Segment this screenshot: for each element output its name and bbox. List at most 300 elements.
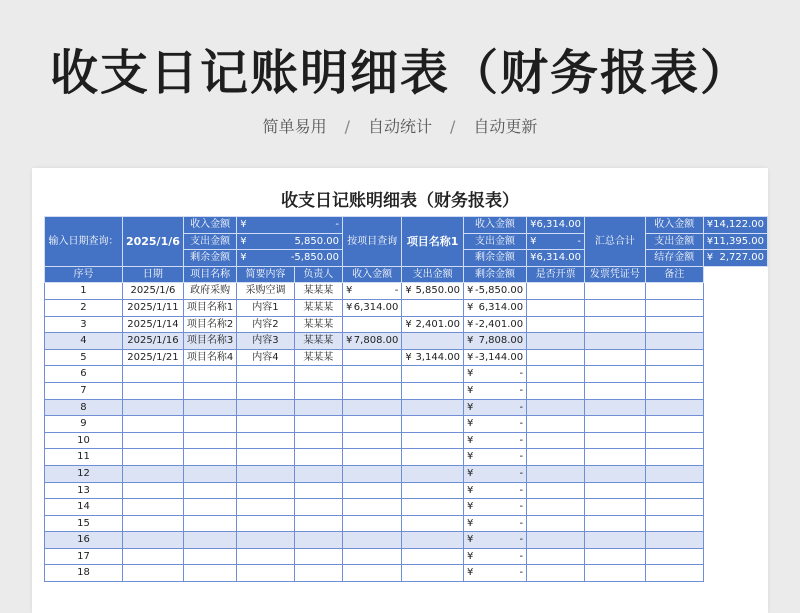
currency-symbol: ¥: [466, 550, 474, 562]
currency-symbol: ¥: [405, 318, 412, 330]
row-item[interactable]: [183, 399, 236, 416]
row-owner[interactable]: [294, 449, 342, 466]
row-expense[interactable]: [402, 333, 464, 350]
row-balance[interactable]: [463, 532, 526, 549]
row-invoiced[interactable]: [527, 299, 585, 316]
row-income[interactable]: [342, 299, 401, 316]
row-owner[interactable]: [294, 366, 342, 383]
currency-symbol: ¥: [405, 351, 412, 363]
currency-symbol: ¥: [466, 517, 474, 529]
table-row: [45, 482, 768, 499]
row-voucher[interactable]: [585, 465, 646, 482]
amount-value: -: [519, 467, 524, 479]
row-note[interactable]: [645, 482, 703, 499]
table-row: [45, 432, 768, 449]
row-voucher[interactable]: [585, 548, 646, 565]
date-stat-value[interactable]: [237, 217, 343, 234]
row-invoiced[interactable]: [527, 366, 585, 383]
row-income[interactable]: [342, 316, 401, 333]
row-date[interactable]: [122, 366, 183, 383]
row-item[interactable]: [183, 565, 236, 582]
row-note[interactable]: [645, 366, 703, 383]
currency-symbol: ¥: [466, 451, 474, 463]
row-income[interactable]: [342, 416, 401, 433]
currency-symbol: ¥: [405, 285, 412, 297]
row-balance[interactable]: [463, 382, 526, 399]
row-content[interactable]: [237, 449, 294, 466]
row-content[interactable]: 内容1: [237, 299, 294, 316]
amount-value: 6,314.00: [536, 219, 582, 230]
row-note[interactable]: [645, 316, 703, 333]
amount-value: 7,808.00: [353, 335, 399, 347]
row-balance[interactable]: [463, 482, 526, 499]
row-invoiced[interactable]: [527, 349, 585, 366]
row-invoiced[interactable]: [527, 482, 585, 499]
row-voucher[interactable]: [585, 565, 646, 582]
row-content[interactable]: [237, 515, 294, 532]
row-invoiced[interactable]: [527, 333, 585, 350]
currency-symbol: ¥: [466, 401, 474, 413]
currency-symbol: ¥: [466, 418, 474, 430]
row-note[interactable]: [645, 382, 703, 399]
row-item[interactable]: [183, 432, 236, 449]
table-row: [45, 465, 768, 482]
table-row: [45, 299, 768, 316]
date-stat-label: 剩余金额: [183, 250, 236, 267]
item-query-label: 按项目查询: [342, 217, 401, 267]
currency-symbol: ¥: [466, 567, 474, 579]
currency-symbol: ¥: [240, 219, 247, 230]
row-date[interactable]: [122, 416, 183, 433]
currency-symbol: ¥: [466, 384, 474, 396]
row-expense[interactable]: [402, 316, 464, 333]
amount-value: -: [519, 434, 524, 446]
currency-symbol: ¥: [345, 301, 353, 313]
row-invoiced[interactable]: [527, 548, 585, 565]
currency-symbol: ¥: [466, 501, 474, 513]
row-content[interactable]: [237, 366, 294, 383]
row-content[interactable]: 内容3: [237, 333, 294, 350]
item-stat-label: 支出金额: [463, 233, 526, 250]
currency-symbol: ¥: [466, 484, 474, 496]
row-content[interactable]: [237, 432, 294, 449]
row-note[interactable]: [645, 416, 703, 433]
total-stat-value[interactable]: [703, 217, 767, 234]
amount-value: 6,314.00: [353, 301, 399, 313]
row-expense[interactable]: [402, 465, 464, 482]
row-balance[interactable]: [463, 299, 526, 316]
row-content[interactable]: [237, 548, 294, 565]
currency-symbol: ¥: [706, 235, 714, 247]
amount-value: 5,850.00: [415, 285, 460, 297]
row-item[interactable]: 项目名称3: [183, 333, 236, 350]
currency-symbol: ¥: [240, 235, 247, 247]
row-item[interactable]: [183, 482, 236, 499]
row-invoiced[interactable]: [527, 283, 585, 300]
currency-symbol: ¥: [466, 534, 474, 546]
row-number: 7: [45, 382, 123, 399]
row-voucher[interactable]: [585, 449, 646, 466]
amount-value: -: [519, 418, 524, 430]
row-expense[interactable]: [402, 532, 464, 549]
row-note[interactable]: [645, 333, 703, 350]
table-row: [45, 515, 768, 532]
row-owner[interactable]: [294, 432, 342, 449]
row-number: 12: [45, 465, 123, 482]
amount-value: -: [519, 550, 524, 562]
row-content[interactable]: [237, 382, 294, 399]
amount-value: 14,122.00: [713, 219, 764, 230]
row-invoiced[interactable]: [527, 465, 585, 482]
row-note[interactable]: [645, 349, 703, 366]
row-content[interactable]: 内容2: [237, 316, 294, 333]
row-owner[interactable]: [294, 482, 342, 499]
row-voucher[interactable]: [585, 499, 646, 516]
row-invoiced[interactable]: [527, 399, 585, 416]
table-row: [45, 316, 768, 333]
row-voucher[interactable]: [585, 349, 646, 366]
amount-value: 7,808.00: [478, 335, 524, 347]
row-number: 1: [45, 283, 123, 300]
row-number: 5: [45, 349, 123, 366]
row-income[interactable]: [342, 499, 401, 516]
row-invoiced[interactable]: [527, 532, 585, 549]
currency-symbol: ¥: [466, 285, 474, 297]
amount-value: -: [519, 567, 524, 579]
table-row: [45, 333, 768, 350]
currency-symbol: ¥: [466, 434, 474, 446]
sheet-title: 收支日记账明细表（财务报表）: [281, 191, 519, 211]
column-header: 简要内容: [237, 266, 294, 283]
row-content[interactable]: [237, 465, 294, 482]
row-expense[interactable]: [402, 432, 464, 449]
table-row: [45, 449, 768, 466]
row-date[interactable]: 2025/1/6: [122, 283, 183, 300]
row-item[interactable]: 项目名称4: [183, 349, 236, 366]
row-date[interactable]: [122, 565, 183, 582]
amount-value: 11,395.00: [713, 235, 764, 247]
row-voucher[interactable]: [585, 283, 646, 300]
row-invoiced[interactable]: [527, 565, 585, 582]
row-voucher[interactable]: [585, 515, 646, 532]
row-date[interactable]: [122, 465, 183, 482]
row-item[interactable]: [183, 465, 236, 482]
row-voucher[interactable]: [585, 432, 646, 449]
row-content[interactable]: 内容4: [237, 349, 294, 366]
row-number: 6: [45, 366, 123, 383]
row-content[interactable]: [237, 416, 294, 433]
date-query-input[interactable]: 2025/1/6: [122, 217, 183, 267]
row-balance[interactable]: [463, 349, 526, 366]
amount-value: -: [519, 517, 524, 529]
row-owner[interactable]: [294, 499, 342, 516]
row-owner[interactable]: [294, 532, 342, 549]
row-content[interactable]: [237, 399, 294, 416]
row-expense[interactable]: [402, 416, 464, 433]
table-row: [45, 548, 768, 565]
amount-value: -: [577, 235, 582, 247]
currency-symbol: ¥: [466, 318, 474, 330]
row-balance[interactable]: [463, 283, 526, 300]
row-content[interactable]: [237, 482, 294, 499]
tagline: [0, 114, 800, 137]
row-number: 14: [45, 499, 123, 516]
row-invoiced[interactable]: [527, 432, 585, 449]
row-note[interactable]: [645, 532, 703, 549]
currency-symbol: ¥: [466, 368, 474, 380]
row-owner[interactable]: [294, 416, 342, 433]
row-note[interactable]: [645, 449, 703, 466]
table-row: [45, 366, 768, 383]
amount-value: -: [519, 384, 524, 396]
table-row: [45, 565, 768, 582]
row-invoiced[interactable]: [527, 499, 585, 516]
row-balance[interactable]: [463, 449, 526, 466]
row-number: 3: [45, 316, 123, 333]
item-stat-value[interactable]: [527, 217, 585, 234]
row-voucher[interactable]: [585, 482, 646, 499]
row-number: 4: [45, 333, 123, 350]
row-balance[interactable]: [463, 333, 526, 350]
row-date[interactable]: [122, 499, 183, 516]
row-owner[interactable]: 某某某: [294, 283, 342, 300]
row-expense[interactable]: [402, 299, 464, 316]
amount-value: -: [519, 401, 524, 413]
row-date[interactable]: 2025/1/11: [122, 299, 183, 316]
row-date[interactable]: [122, 482, 183, 499]
currency-symbol: ¥: [466, 335, 474, 347]
currency-symbol: ¥: [466, 467, 474, 479]
row-note[interactable]: [645, 499, 703, 516]
amount-value: -3,144.00: [474, 351, 524, 363]
row-invoiced[interactable]: [527, 416, 585, 433]
row-income[interactable]: [342, 349, 401, 366]
row-owner[interactable]: [294, 382, 342, 399]
row-expense[interactable]: [402, 349, 464, 366]
amount-value: -5,850.00: [474, 285, 524, 297]
amount-value: -: [519, 368, 524, 380]
currency-symbol: ¥: [466, 301, 474, 313]
row-owner[interactable]: 某某某: [294, 333, 342, 350]
row-invoiced[interactable]: [527, 449, 585, 466]
row-balance[interactable]: [463, 515, 526, 532]
row-voucher[interactable]: [585, 316, 646, 333]
row-expense[interactable]: [402, 399, 464, 416]
row-date[interactable]: [122, 548, 183, 565]
row-income[interactable]: [342, 382, 401, 399]
currency-symbol: ¥: [345, 285, 353, 297]
total-stat-label: 支出金额: [645, 233, 703, 250]
row-income[interactable]: [342, 399, 401, 416]
total-stat-label: 收入金额: [645, 217, 703, 234]
row-item[interactable]: [183, 515, 236, 532]
row-invoiced[interactable]: [527, 316, 585, 333]
total-stat-value[interactable]: [703, 233, 767, 250]
row-expense[interactable]: [402, 565, 464, 582]
table-row: [45, 283, 768, 300]
row-note[interactable]: [645, 399, 703, 416]
tag-auto-stats: 自动统计: [367, 117, 432, 136]
row-content[interactable]: 采购空调: [237, 283, 294, 300]
tag-separator: /: [450, 117, 456, 136]
row-income[interactable]: [342, 432, 401, 449]
row-voucher[interactable]: [585, 416, 646, 433]
row-item[interactable]: [183, 499, 236, 516]
amount-value: -: [335, 219, 339, 230]
item-query-input[interactable]: 项目名称1: [402, 217, 464, 267]
row-balance[interactable]: [463, 432, 526, 449]
row-owner[interactable]: 某某某: [294, 349, 342, 366]
total-stat-value[interactable]: [703, 250, 767, 267]
row-voucher[interactable]: [585, 333, 646, 350]
row-number: 17: [45, 548, 123, 565]
row-income[interactable]: [342, 465, 401, 482]
row-owner[interactable]: [294, 565, 342, 582]
row-voucher[interactable]: [585, 366, 646, 383]
row-balance[interactable]: [463, 548, 526, 565]
row-income[interactable]: [342, 283, 401, 300]
row-owner[interactable]: [294, 465, 342, 482]
amount-value: 6,314.00: [478, 301, 524, 313]
row-voucher[interactable]: [585, 399, 646, 416]
row-owner[interactable]: 某某某: [294, 316, 342, 333]
row-invoiced[interactable]: [527, 382, 585, 399]
row-expense[interactable]: [402, 366, 464, 383]
row-item[interactable]: 项目名称2: [183, 316, 236, 333]
amount-value: -: [519, 534, 524, 546]
row-balance[interactable]: [463, 465, 526, 482]
column-header: 负责人: [294, 266, 342, 283]
row-balance[interactable]: [463, 416, 526, 433]
row-owner[interactable]: [294, 515, 342, 532]
row-number: 8: [45, 399, 123, 416]
row-content[interactable]: [237, 499, 294, 516]
row-balance[interactable]: [463, 316, 526, 333]
column-header: 剩余金额: [463, 266, 526, 283]
row-item[interactable]: [183, 416, 236, 433]
row-owner[interactable]: 某某某: [294, 299, 342, 316]
item-stat-value[interactable]: [527, 233, 585, 250]
row-invoiced[interactable]: [527, 515, 585, 532]
row-expense[interactable]: [402, 382, 464, 399]
row-number: 10: [45, 432, 123, 449]
row-income[interactable]: [342, 482, 401, 499]
row-voucher[interactable]: [585, 532, 646, 549]
row-date[interactable]: 2025/1/16: [122, 333, 183, 350]
row-date[interactable]: [122, 515, 183, 532]
row-note[interactable]: [645, 465, 703, 482]
row-item[interactable]: 项目名称1: [183, 299, 236, 316]
row-balance[interactable]: [463, 565, 526, 582]
row-expense[interactable]: [402, 482, 464, 499]
row-item[interactable]: [183, 382, 236, 399]
row-note[interactable]: [645, 299, 703, 316]
item-stat-value[interactable]: [527, 250, 585, 267]
date-stat-label: 支出金额: [183, 233, 236, 250]
item-stat-label: 剩余金额: [463, 250, 526, 267]
column-header: 日期: [122, 266, 183, 283]
row-note[interactable]: [645, 432, 703, 449]
row-balance[interactable]: [463, 399, 526, 416]
row-owner[interactable]: [294, 399, 342, 416]
row-date[interactable]: [122, 399, 183, 416]
row-item[interactable]: [183, 548, 236, 565]
item-stat-label: 收入金额: [463, 217, 526, 234]
row-balance[interactable]: [463, 366, 526, 383]
column-header: 是否开票: [527, 266, 585, 283]
column-header: 项目名称: [183, 266, 236, 283]
amount-value: -: [394, 285, 399, 297]
date-stat-value[interactable]: [237, 233, 343, 250]
row-content[interactable]: [237, 532, 294, 549]
row-content[interactable]: [237, 565, 294, 582]
row-note[interactable]: [645, 565, 703, 582]
row-date[interactable]: [122, 449, 183, 466]
row-expense[interactable]: [402, 283, 464, 300]
row-expense[interactable]: [402, 449, 464, 466]
column-header-row: [45, 266, 768, 283]
row-item[interactable]: [183, 532, 236, 549]
row-income[interactable]: [342, 515, 401, 532]
currency-symbol: ¥: [706, 252, 714, 264]
date-stat-label: 收入金额: [183, 217, 236, 234]
row-income[interactable]: [342, 532, 401, 549]
row-note[interactable]: [645, 548, 703, 565]
column-header: 备注: [645, 266, 703, 283]
tag-separator: /: [344, 117, 350, 136]
row-number: 16: [45, 532, 123, 549]
row-number: 9: [45, 416, 123, 433]
amount-value: -: [519, 501, 524, 513]
row-expense[interactable]: [402, 515, 464, 532]
table-row: [45, 349, 768, 366]
row-note[interactable]: [645, 283, 703, 300]
row-expense[interactable]: [402, 499, 464, 516]
row-income[interactable]: [342, 366, 401, 383]
amount-value: 6,314.00: [536, 252, 582, 264]
row-item[interactable]: [183, 449, 236, 466]
row-expense[interactable]: [402, 548, 464, 565]
row-income[interactable]: [342, 548, 401, 565]
row-voucher[interactable]: [585, 382, 646, 399]
row-voucher[interactable]: [585, 299, 646, 316]
row-date[interactable]: [122, 532, 183, 549]
date-query-label: 输入日期查询：: [45, 217, 123, 267]
page-title: 收支日记账明细表（财务报表）: [49, 45, 750, 101]
row-number: 18: [45, 565, 123, 582]
row-item[interactable]: 政府采购: [183, 283, 236, 300]
row-date[interactable]: 2025/1/21: [122, 349, 183, 366]
row-owner[interactable]: [294, 548, 342, 565]
row-date[interactable]: [122, 432, 183, 449]
row-income[interactable]: [342, 565, 401, 582]
row-balance[interactable]: [463, 499, 526, 516]
table-row: [45, 532, 768, 549]
total-stat-label: 结存金额: [645, 250, 703, 267]
row-note[interactable]: [645, 515, 703, 532]
row-income[interactable]: [342, 449, 401, 466]
column-header: 发票凭证号: [585, 266, 646, 283]
table-row: [45, 399, 768, 416]
row-date[interactable]: 2025/1/14: [122, 316, 183, 333]
date-stat-value[interactable]: [237, 250, 343, 267]
currency-symbol: ¥: [530, 219, 537, 230]
row-date[interactable]: [122, 382, 183, 399]
row-item[interactable]: [183, 366, 236, 383]
row-income[interactable]: [342, 333, 401, 350]
table-row: [45, 382, 768, 399]
summary-row: [45, 217, 768, 234]
